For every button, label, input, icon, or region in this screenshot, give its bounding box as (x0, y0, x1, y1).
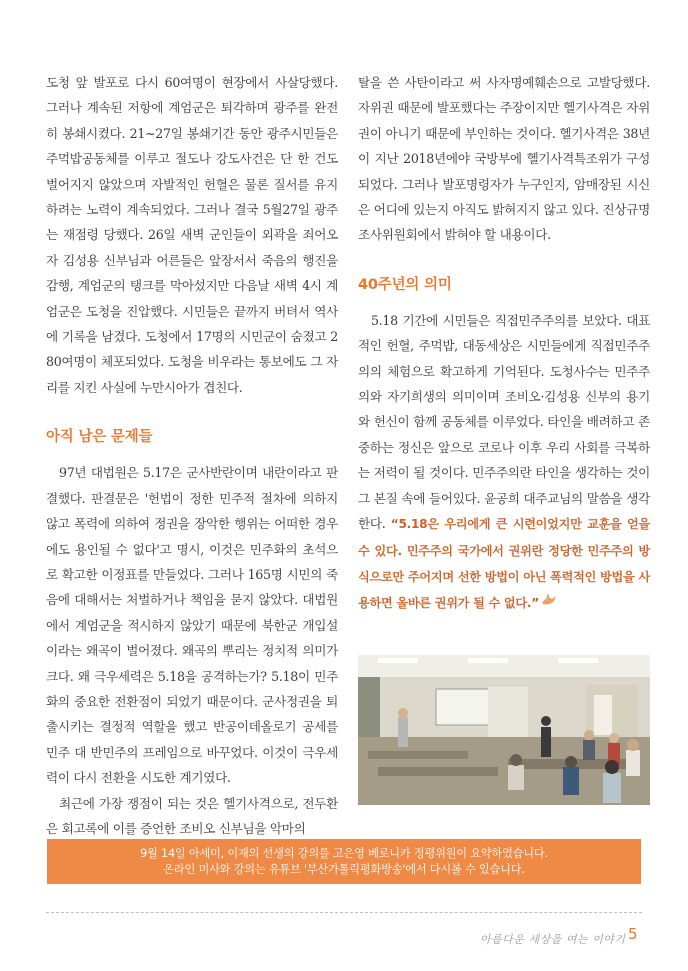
dove-icon (539, 592, 559, 610)
banner-line: 9월 14일 아세미, 이재의 선생의 강의를 고은영 베로니카 정평위원이 요약하였습니다. (140, 847, 548, 860)
section-heading-remaining-issues: 아직 남은 문제들 (46, 429, 153, 446)
body-paragraph: 탈을 쓴 사탄이라고 써 사자명예훼손으로 고발당했다. 자위권 때문에 발포했다는 주장이지만 헬기사격은 자위권이 아니기 때문에 부인하는 것이다. 헬기사격은 38년이 지난 2018년에야 국방부에 헬기사격특조위가 구성되었다. 그러나 발포명령자가 누구인지, 암매장된 시신은 어디에 있는지 아직도 밝혀지지 않고 있다. 진상규명조사위원회에서 밝혀야 할 내용이다. (358, 75, 650, 243)
archbishop-quote: “5.18은 우리에게 큰 시련이었지만 교훈을 얻을 수 있다. 민주주의 국가에서 권위란 정당한 민주주의 방식으로만 주어지며 선한 방법이 아닌 폭력적인 방법을 사용하면 올바른 권위가 될 수 없다.” (358, 517, 651, 611)
banner-line: 온라인 미사와 강의는 유튜브 '부산가톨릭평화방송'에서 다시볼 수 있습니다. (163, 863, 525, 876)
body-paragraph (358, 308, 650, 617)
footer-divider (46, 912, 642, 913)
body-paragraph: 도청 앞 발포로 다시 60여명이 현장에서 사살당했다. 그러나 계속된 저항에 계엄군은 퇴각하며 광주를 완전히 봉쇄시켰다. 21~27일 봉쇄기간 동안 광주시민들은 주먹밥공동체를 이루고 절도나 강도사건은 단 한 건도 벌어지지 않았으며 자발적인 헌혈은 물론 질서를 유지하려는 노력이 계속되었다. 그러나 결국 5월27일 광주는 재점령 당했다. 26일 새벽 군인들이 외곽을 죄어오자 김성용 신부님과 어른들은 앞장서서 죽음의 행진을 감행, 계엄군의 탱크를 막아섰지만 다음날 새벽 4시 계엄군은 도청을 진압했다. 시민들은 끝까지 버텨서 역사에 기록을 남겼다. 도청에서 17명의 시민군이 숨졌고 280여명이 체포되었다. 도청을 비우라는 통보에도 그 자리를 지킨 사실에 누만시아가 겹친다. (46, 75, 338, 395)
right-column (358, 70, 650, 617)
info-banner (47, 839, 641, 884)
page-number: 5 (628, 925, 638, 943)
body-paragraph: 97년 대법원은 5.17은 군사반란이며 내란이라고 판결했다. 판결문은 '헌법이 정한 민주적 절차에 의하지 않고 폭력에 의하여 정권을 장악한 행위는 어떠한 경우에도 용인될 수 없다'고 명시, 이것은 민주화의 초석으로 확고한 이정표를 만들었다. 그러나 165명 시민의 죽음에 대해서는 처벌하거나 책임을 묻지 않았다. 대법원에서 계엄군을 적시하지 않았기 때문에 북한군 개입설이라는 왜곡이 벌어졌다. 왜곡의 뿌리는 정치적 의미가 크다. 왜 극우세력은 5.18을 공격하는가? 5.18이 민주화의 중요한 전환점이 되었기 때문이다. 군사정권을 퇴출시키는 결정적 역할을 했고 반공이데올로기 공세를 민주 대 반민주의 프레임으로 바꾸었다. 이것이 극우세력이 다시 전환을 시도한 계기였다. (46, 465, 338, 786)
body-text: 5.18 기간에 시민들은 직접민주주의를 보았다. 대표적인 헌혈, 주먹밥, 대동세상은 시민들에게 직접민주주의의 체험으로 확고하게 기억된다. 도청사수는 민주주의와 자기희생의 의미이며 조비오·김성용 신부의 용기와 헌신이 함께 공동체를 이루었다. 타인을 배려하고 존중하는 정신은 앞으로 코로나 이후 우리 사회를 극복하는 저력이 될 것이다. 민주주의란 타인을 생각하는 것이 그 본질 속에 들어있다. 윤공희 대주교님의 말씀을 생각한다. (358, 312, 650, 532)
magazine-title: 아름다운 세상을 여는 이야기 (480, 933, 626, 946)
lecture-photo-illustration (358, 655, 650, 805)
left-column (46, 70, 338, 841)
lecture-photo (358, 655, 650, 805)
section-heading-40th-anniversary: 40주년의 의미 (358, 276, 452, 293)
body-paragraph: 최근에 가장 쟁점이 되는 것은 헬기사격으로, 전두환은 회고록에 이를 증언한 조비오 신부님을 악마의 (46, 795, 338, 836)
